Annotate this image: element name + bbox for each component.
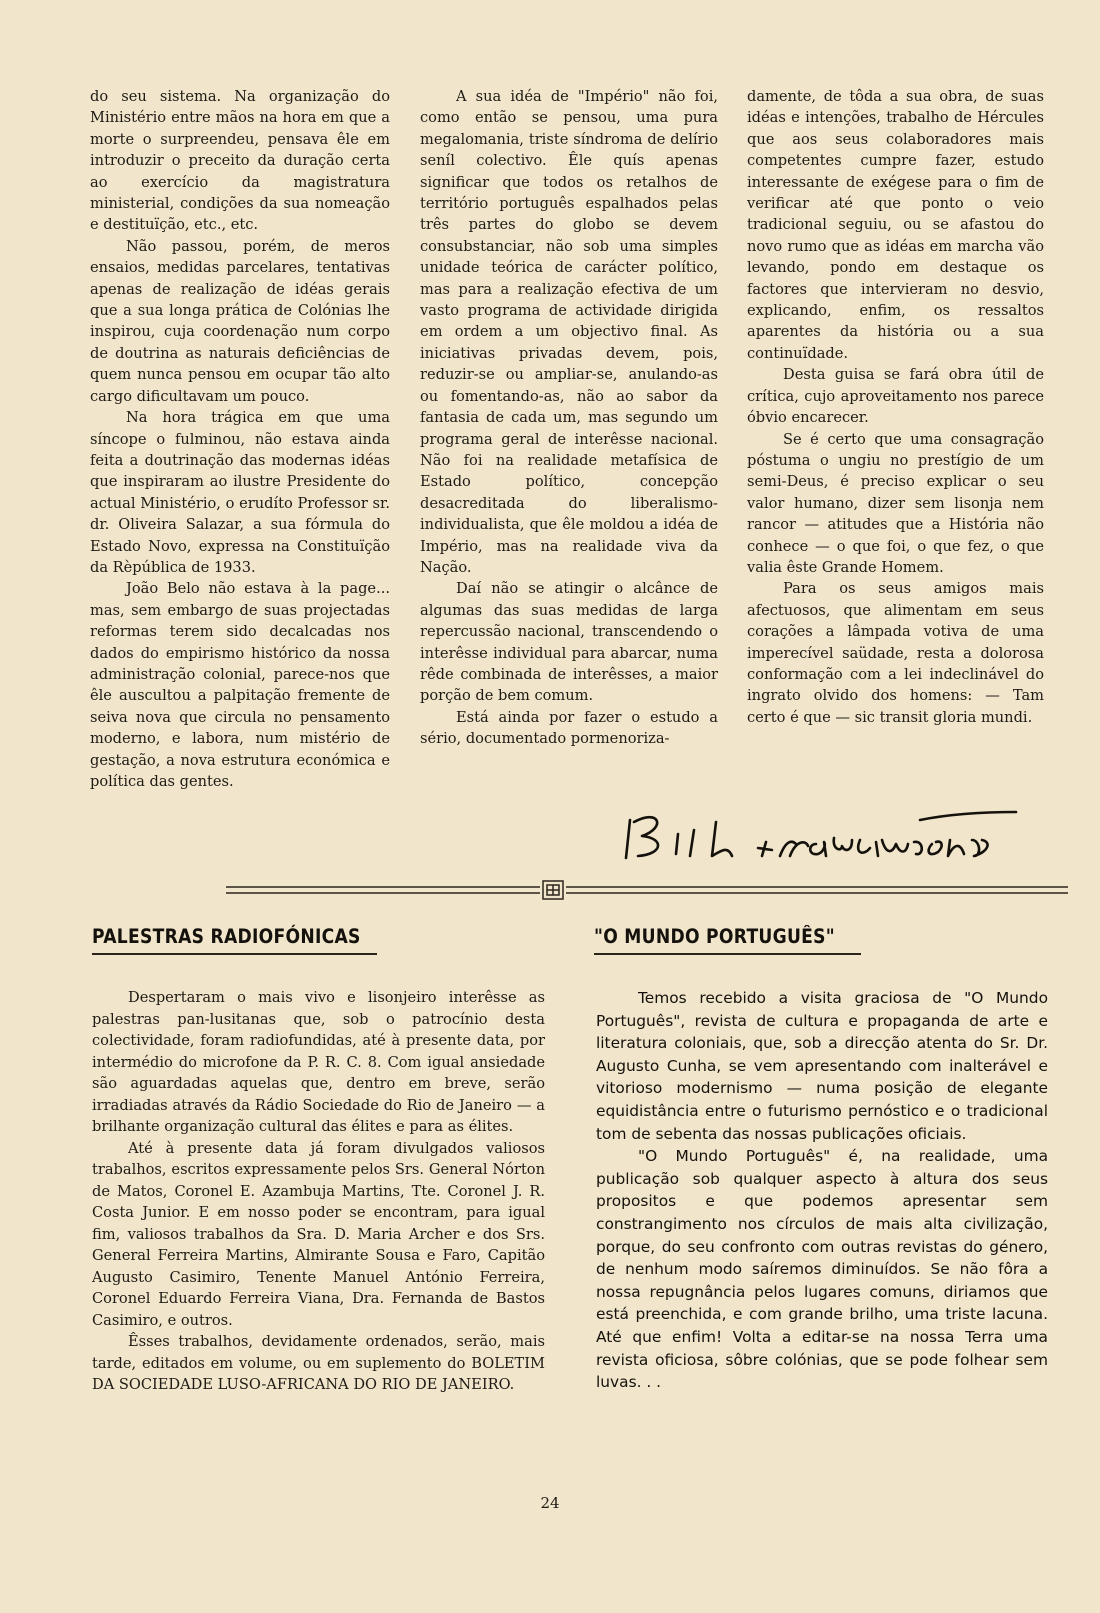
- section-title-mundo-portugues: "O MUNDO PORTUGUÊS": [594, 925, 835, 948]
- paragraph: Está ainda por fazer o estudo a sério, documentado pormenoriza-: [420, 708, 718, 748]
- mundo-portugues-article: [596, 987, 1048, 1394]
- page-number: 24: [540, 1494, 560, 1512]
- article-column-2: [420, 86, 718, 750]
- paragraph: Temos recebido a visita graciosa de "O Mundo Português", revista de cultura e propaganda de arte e literatura coloniais, que, sob a direcção atenta do Sr. Dr. Augusto Cunha, se vem apresentando com inalterável e vitorioso modernismo — numa posição de elegante equidistância entre o futurismo pernóstico e o tradicional tom de sebenta das nossas publicações oficiais.: [596, 989, 1048, 1143]
- paragraph: João Belo não estava à la page... mas, sem embargo de suas projectadas reformas terem sido decalcadas nos dados do empirismo histórico da nossa administração colonial, parece-nos que êle auscultou a palpitação fremente de seiva nova que circula no pensamento moderno, e labora, num mistério de gestação, a nova estrutura económica e política das gentes.: [90, 580, 390, 790]
- title-underline: [92, 953, 377, 955]
- section-title-palestras: PALESTRAS RADIOFÓNICAS: [92, 925, 361, 948]
- paragraph: "O Mundo Português" é, na realidade, uma publicação sob qualquer aspecto à altura dos seus propositos e que podemos apresentar sem constrangimento nos círculos de mais alta civilização, porque, do seu confronto com outras revistas do género, de nenhum modo saíremos diminuídos. Se não fôra a nossa repugnância pelos lugares comuns, diriamos que está preenchida, e com grande brilho, uma triste lacuna. Até que enfim! Volta a editar-se na nossa Terra uma revista oficiosa, sôbre colónias, que se pode folhear sem luvas. . .: [596, 1147, 1048, 1392]
- palestras-article: [92, 987, 545, 1396]
- section-divider: [226, 880, 1068, 900]
- article-column-1: [90, 86, 390, 792]
- paragraph: Na hora trágica em que uma síncope o fulminou, não estava ainda feita a doutrinação das modernas idéas que inspiraram ao ilustre Presidente do actual Ministério, o erudíto Professor sr. dr. Oliveira Salazar, a sua fórmula do Estado Novo, expressa na Constituïção da Rèpública de 1933.: [90, 409, 390, 576]
- paragraph: damente, de tôda a sua obra, de suas idéas e intenções, trabalho de Hércules que aos seus colaboradores mais competentes cumpre fazer, estudo interessante de exégese para o fim de verificar até que ponto o veio tradicional seguiu, ou se afastou do novo rumo que as idéas em marcha vão levando, pondo em destaque os factores que intervieram no desvio, explicando, enfim, os ressaltos aparentes da história ou a sua continuïdade.: [747, 88, 1044, 362]
- paragraph: Daí não se atingir o alcânce de algumas das suas medidas de larga repercussão nacional, transcendendo o interêsse individual para abarcar, numa rêde combinada de interêsses, a maior porção de bem comum.: [420, 580, 718, 705]
- paragraph: Até à presente data já foram divulgados valiosos trabalhos, escritos expressamente pelos Srs. General Nórton de Matos, Coronel E. Azambuja Martins, Tte. Coronel J. R. Costa Junior. E em nosso poder se encontram, para igual fim, valiosos trabalhos da Sra. D. Maria Archer e dos Srs. General Ferreira Martins, Almirante Sousa e Faro, Capitão Augusto Casimiro, Tenente Manuel António Ferreira, Coronel Eduardo Ferreira Viana, Dra. Fernanda de Bastos Casimiro, e outros.: [92, 1139, 545, 1329]
- paragraph: Se é certo que uma consagração póstuma o ungiu no prestígio de um semi-Deus, é preciso explicar o seu valor humano, dizer sem lisonja nem rancor — atitudes que a História não conhece — o que foi, o que fez, o que valia êste Grande Homem.: [747, 430, 1044, 576]
- title-underline: [594, 953, 861, 955]
- paragraph: Despertaram o mais vivo e lisonjeiro interêsse as palestras pan-lusitanas que, sob o patrocínio desta colectividade, foram radiofundidas, até à presente data, por intermédio do microfone da P. R. C. 8. Com igual ansiedade são aguardadas aquelas que, dentro em breve, serão irradiadas através da Rádio Sociedade do Rio de Janeiro — a brilhante organização cultural das élites e para as élites.: [92, 989, 545, 1135]
- paragraph: A sua idéa de "Império" não foi, como então se pensou, uma pura megalomania, triste síndroma de delírio seníl colectivo. Êle quís apenas significar que todos os retalhos de território português espalhados pelas três partes do globo se devem consubstanciar, não sob uma simples unidade teórica de carácter político, mas para a realização efectiva de um vasto programa de actividade dirigida em ordem a um objectivo final. As iniciativas privadas devem, pois, reduzir-se ou ampliar-se, anulando-as ou fomentando-as, não ao sabor da fantasia de cada um, mas segundo um programa geral de interêsse nacional. Não foi na realidade metafísica de Estado político, concepção desacreditada do liberalismo-individualista, que êle moldou a idéa de Império, mas na realidade viva da Nação.: [420, 88, 718, 576]
- paragraph: Não passou, porém, de meros ensaios, medidas parcelares, tentativas apenas de realização de idéas gerais que a sua longa prática de Colónias lhe inspirou, cuja coordenação num corpo de doutrina as naturais deficiências de quem nunca pensou em ocupar tão alto cargo dificultavam um pouco.: [90, 237, 390, 405]
- paragraph: do seu sistema. Na organização do Ministério entre mãos na hora em que a morte o surpreendeu, pensava êle em introduzir o preceito da duração certa ao exercício da magistratura ministerial, condições da sua nomeação e destituïção, etc., etc.: [90, 88, 390, 234]
- article-column-3: [747, 86, 1044, 728]
- paragraph: Para os seus amigos mais afectuosos, que alimentam em seus corações a lâmpada votiva de uma imperecível saüdade, resta a dolorosa conformação com a lei indeclinável do ingrato olvido dos homens: — Tam certo é que — sic transit gloria mundi.: [747, 580, 1044, 726]
- author-signature: [620, 800, 1030, 870]
- paragraph: Desta guisa se fará obra útil de crítica, cujo aproveitamento nos parece óbvio encarecer.: [747, 366, 1044, 427]
- paragraph: Êsses trabalhos, devidamente ordenados, serão, mais tarde, editados em volume, ou em suplemento do BOLETIM DA SOCIEDADE LUSO-AFRICANA DO RIO DE JANEIRO.: [92, 1333, 545, 1393]
